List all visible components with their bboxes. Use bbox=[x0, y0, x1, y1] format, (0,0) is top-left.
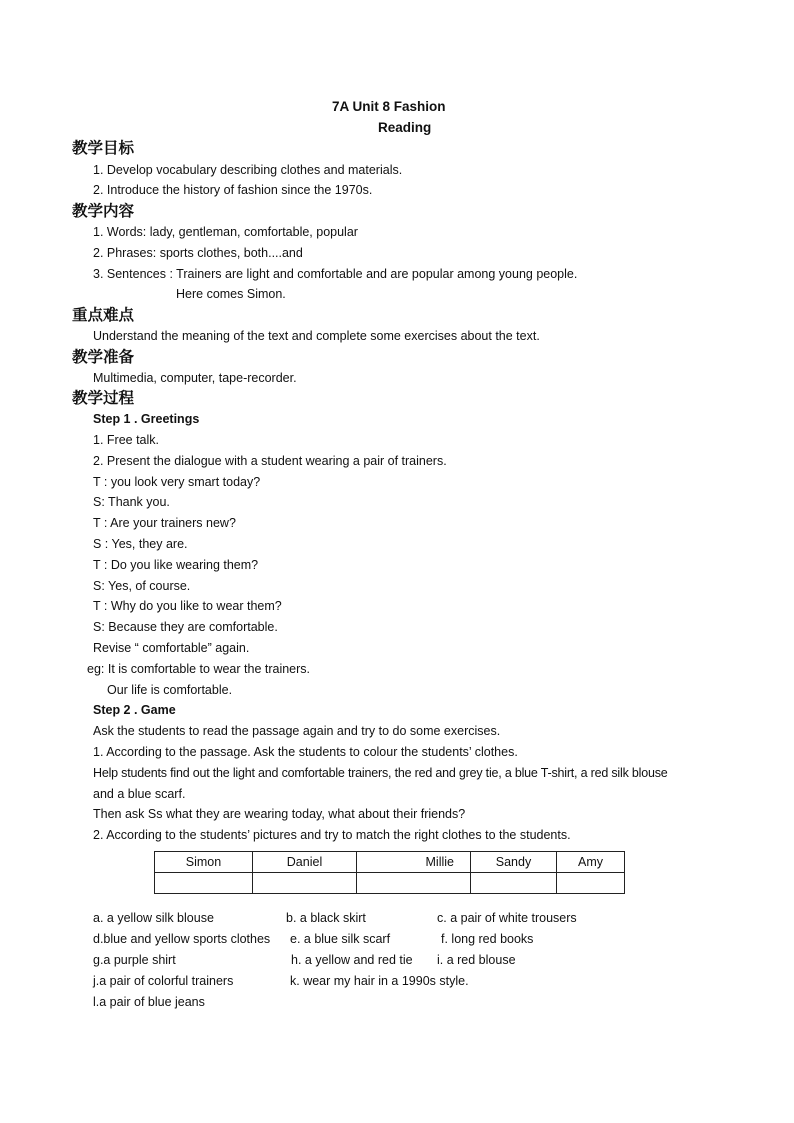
option-b: b. a black skirt bbox=[286, 911, 366, 925]
table-cell-millie: Millie bbox=[357, 852, 471, 873]
table-header-row bbox=[155, 852, 625, 873]
answer-cell bbox=[357, 873, 471, 894]
step2-line: Ask the students to read the passage again and try to do some exercises. bbox=[93, 724, 501, 738]
section-heading-preparation: 教学准备 bbox=[72, 348, 135, 366]
step1-heading: Step 1 . Greetings bbox=[93, 412, 200, 426]
section-heading-procedure: 教学过程 bbox=[72, 389, 135, 407]
answer-cell bbox=[471, 873, 557, 894]
preparation-text: Multimedia, computer, tape-recorder. bbox=[93, 371, 297, 385]
option-a: a. a yellow silk blouse bbox=[93, 911, 214, 925]
option-h: h. a yellow and red tie bbox=[291, 953, 413, 967]
content-line: 1. Words: lady, gentleman, comfortable, popular bbox=[93, 225, 358, 239]
key-points-text: Understand the meaning of the text and complete some exercises about the text. bbox=[93, 329, 540, 343]
step2-heading: Step 2 . Game bbox=[93, 703, 176, 717]
content-line: Here comes Simon. bbox=[176, 287, 286, 301]
dialogue-line: S: Yes, of course. bbox=[93, 579, 191, 593]
matching-table bbox=[154, 851, 625, 894]
content-line: 3. Sentences : Trainers are light and comfortable and are popular among young people. bbox=[93, 267, 578, 281]
section-heading-key-points: 重点难点 bbox=[72, 306, 135, 324]
section-heading-content: 教学内容 bbox=[72, 202, 135, 220]
answer-cell bbox=[155, 873, 253, 894]
document-title: 7A Unit 8 Fashion bbox=[332, 99, 446, 114]
step1-line: 2. Present the dialogue with a student wearing a pair of trainers. bbox=[93, 454, 447, 468]
option-e: e. a blue silk scarf bbox=[290, 932, 391, 946]
step2-line: Help students find out the light and comfortable trainers, the red and grey tie, a blue T-shirt, a red silk blouse bbox=[93, 766, 668, 780]
table-answer-row bbox=[155, 873, 625, 894]
step2-line: and a blue scarf. bbox=[93, 787, 186, 801]
objective-line: 1. Develop vocabulary describing clothes and materials. bbox=[93, 163, 403, 177]
step2-line: Then ask Ss what they are wearing today, what about their friends? bbox=[93, 807, 466, 821]
option-i: i. a red blouse bbox=[437, 953, 516, 967]
option-j: j.a pair of colorful trainers bbox=[93, 974, 234, 988]
option-g: g.a purple shirt bbox=[93, 953, 176, 967]
step1-line: Revise “ comfortable” again. bbox=[93, 641, 250, 655]
answer-cell bbox=[253, 873, 357, 894]
table-cell-daniel: Daniel bbox=[253, 852, 357, 873]
option-k: k. wear my hair in a 1990s style. bbox=[290, 974, 469, 988]
dialogue-line: T : Do you like wearing them? bbox=[93, 558, 259, 572]
dialogue-line: S: Thank you. bbox=[93, 495, 170, 509]
dialogue-line: S: Because they are comfortable. bbox=[93, 620, 278, 634]
answer-cell bbox=[557, 873, 625, 894]
dialogue-line: T : Why do you like to wear them? bbox=[93, 599, 282, 613]
option-f: f. long red books bbox=[441, 932, 534, 946]
table-cell-simon: Simon bbox=[155, 852, 253, 873]
dialogue-line: S : Yes, they are. bbox=[93, 537, 188, 551]
option-l: l.a pair of blue jeans bbox=[93, 995, 205, 1009]
step2-line: 1. According to the passage. Ask the students to colour the students’ clothes. bbox=[93, 745, 518, 759]
document-subtitle: Reading bbox=[378, 120, 432, 135]
content-line: 2. Phrases: sports clothes, both....and bbox=[93, 246, 303, 260]
example-line: eg: It is comfortable to wear the trainers. bbox=[87, 662, 311, 676]
example-line: Our life is comfortable. bbox=[107, 683, 233, 697]
section-heading-objectives: 教学目标 bbox=[72, 139, 135, 157]
step1-line: 1. Free talk. bbox=[93, 433, 159, 447]
dialogue-line: T : Are your trainers new? bbox=[93, 516, 236, 530]
objective-line: 2. Introduce the history of fashion since the 1970s. bbox=[93, 183, 373, 197]
step2-line: 2. According to the students’ pictures and try to match the right clothes to the students. bbox=[93, 828, 571, 842]
table-cell-amy: Amy bbox=[557, 852, 625, 873]
option-d: d.blue and yellow sports clothes bbox=[93, 932, 271, 946]
option-c: c. a pair of white trousers bbox=[437, 911, 577, 925]
dialogue-line: T : you look very smart today? bbox=[93, 475, 261, 489]
table-cell-sandy: Sandy bbox=[471, 852, 557, 873]
